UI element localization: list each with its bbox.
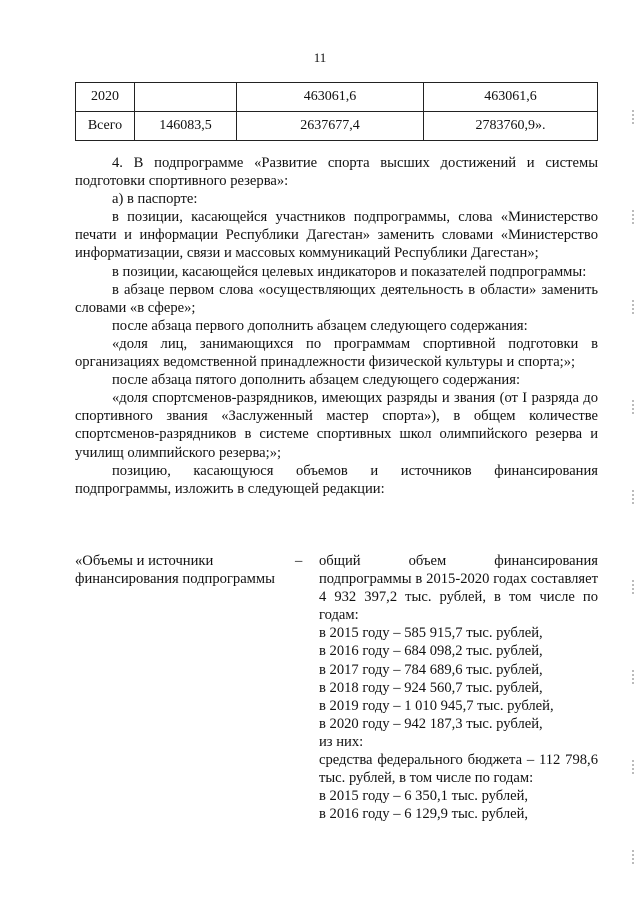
financing-table (75, 82, 598, 141)
funding-dash: – (295, 553, 303, 569)
funding-federal-year-line: в 2016 году – 6 129,9 тыс. рублей, (319, 806, 529, 823)
paragraph-first-para: в абзаце первом слова «осуществляющих деятельность в области» заменить словами «в сфере»; (75, 281, 598, 316)
table-cell (135, 83, 237, 112)
funding-federal-year-line: в 2015 году – 6 350,1 тыс. рублей, (319, 788, 529, 805)
funding-year-line: в 2018 году – 924 560,7 тыс. рублей, (319, 679, 543, 696)
funding-label-line: финансирования подпрограммы (75, 571, 275, 588)
table-cell: 463061,6 (424, 83, 598, 112)
table-cell-year: 2020 (76, 83, 135, 112)
paragraph-subitem-a: а) в паспорте: (112, 191, 198, 208)
table-cell: 146083,5 (135, 112, 237, 141)
paragraph-quote-share-athletes: «доля спортсменов-разрядников, имеющих разряды и звания (от I разряда до спортивного звания «Заслуженный мастер спорта»), в общем количестве спортсменов-разрядников в системе спортивных школ олимпийского резерва и училищ олимпийского резерва;»; (75, 390, 598, 461)
paragraph-item-4: 4. В подпрограмме «Развитие спорта высших достижений и системы подготовки спортивного резерва»: (75, 155, 598, 190)
page-number: 11 (313, 50, 327, 65)
paragraph-participants: в позиции, касающейся участников подпрограммы, слова «Министерство печати и информации Республики Дагестан» заменить словами «Министерство информатизации, связи и массовых коммуникаций Республики Дагестан»; (75, 209, 598, 262)
table-cell-year: Всего (76, 112, 135, 141)
table-row (76, 112, 598, 141)
funding-federal: средства федерального бюджета – 112 798,6 тыс. рублей, в том числе по годам: (319, 752, 598, 787)
funding-year-line: в 2017 году – 784 689,6 тыс. рублей, (319, 661, 543, 678)
document-body (75, 154, 598, 498)
paragraph-quote-share-persons: «доля лиц, занимающихся по программам спортивной подготовки в организациях ведомственной принадлежности физической культуры и спорта;»; (75, 335, 598, 371)
table-row (76, 83, 598, 112)
paragraph-add-after-first: после абзаца первого дополнить абзацем следующего содержания: (112, 317, 528, 334)
paragraph-indicators: в позиции, касающейся целевых индикаторов и показателей подпрограммы: (112, 263, 587, 280)
funding-of-which: из них: (319, 733, 364, 750)
paragraph-funding-position: позицию, касающуюся объемов и источников финансирования подпрограммы, изложить в следующей редакции: (75, 462, 598, 497)
table-cell: 463061,6 (237, 83, 424, 112)
funding-label-line: «Объемы и источники (75, 553, 214, 569)
funding-label (75, 552, 290, 588)
funding-details (319, 552, 598, 823)
table-cell: 2783760,9». (424, 112, 598, 141)
funding-year-line: в 2020 году – 942 187,3 тыс. рублей, (319, 715, 543, 732)
funding-year-line: в 2015 году – 585 915,7 тыс. рублей, (319, 625, 543, 642)
scan-edge-marks (626, 100, 634, 880)
paragraph-add-after-fifth: после абзаца пятого дополнить абзацем следующего содержания: (112, 372, 520, 389)
table-cell: 2637677,4 (237, 112, 424, 141)
funding-year-line: в 2016 году – 684 098,2 тыс. рублей, (319, 643, 543, 660)
funding-year-line: в 2019 году – 1 010 945,7 тыс. рублей, (319, 697, 554, 714)
funding-total: общий объем финансирования подпрограммы в 2015-2020 годах составляет 4 932 397,2 тыс. рублей, в том числе по годам: (319, 553, 598, 624)
